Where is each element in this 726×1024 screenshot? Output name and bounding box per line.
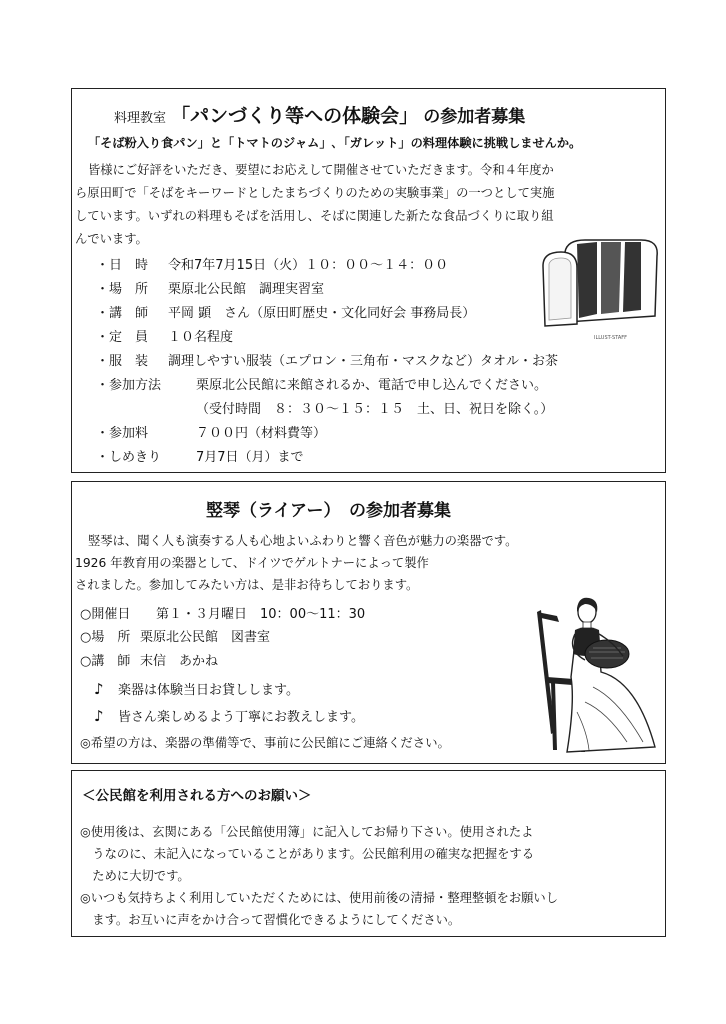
cooking-intro-line: 皆様にご好評をいただき、要望にお応えして開催させていただきます。令和４年度か: [88, 163, 554, 177]
cooking-subtitle: 「そば粉入り食パン」と「トマトのジャム」､「ガレット」の料理体験に挑戦しませんか。: [88, 136, 582, 150]
lyre-note: ♪ 楽器は体験当日お貸しします。: [94, 680, 299, 698]
detail-row-reception-hours: （受付時間 ８：３０～１５：１５ 土、日、祝日を除く。）: [196, 402, 554, 417]
cooking-title-suffix: の参加者募集: [423, 107, 526, 127]
lyre-detail-date: ○開催日 第１・３月曜日 10：00～11：30: [80, 607, 366, 622]
detail-row-attire: ・服 装 調理しやすい服装（エプロン・三角布・マスクなど）タオル・お茶: [96, 354, 559, 369]
notice-title: ＜公民館を利用される方へのお願い＞: [82, 788, 312, 804]
music-note-icon: ♪: [94, 707, 104, 725]
cooking-title-prefix: 料理教室: [114, 111, 167, 126]
notice-item-line: うなのに、未記入になっていることがあります。公民館利用の確実な把握をする: [80, 847, 535, 861]
detail-row-place: ・場 所 栗原北公民館 調理実習室: [96, 282, 325, 297]
cooking-title: [114, 101, 525, 128]
lyre-intro-line: されました。参加してみたい方は、是非お待ちしております。: [75, 578, 419, 592]
cooking-intro-line: ら原田町で「そばをキーワードとしたまちづくりのための実験事業」の一つとして実施: [75, 186, 555, 200]
lyre-intro-line: 竪琴は、聞く人も演奏する人も心地よいふわりと響く音色が魅力の楽器です。: [88, 534, 518, 548]
lyre-title: 竪琴（ライアー） の参加者募集: [206, 501, 451, 521]
bread-loaf-illustration: [537, 234, 662, 334]
lyre-footer-note: ◎希望の方は、楽器の準備等で、事前に公民館にご連絡ください。: [80, 735, 450, 750]
detail-row-capacity: ・定 員 １０名程度: [96, 330, 234, 345]
detail-row-deadline: ・しめきり 7月7日（月）まで: [96, 450, 304, 465]
lyre-detail-place: ○場 所 栗原北公民館 図書室: [80, 630, 271, 645]
notice-item-line: ◎いつも気持ちよく利用していただくためには、使用前後の清掃・整理整頓をお願いし: [80, 891, 559, 905]
lyre-detail-instructor: ○講 師 末信 あかね: [80, 654, 219, 669]
illustration-credit: ILLUST-STAFF: [594, 335, 628, 341]
lyre-note: ♪ 皆さん楽しめるよう丁寧にお教えします。: [94, 707, 364, 725]
cooking-intro-line: しています。いずれの料理もそばを活用し、そばに関連した新たな食品づくりに取り組: [75, 209, 554, 223]
notice-item-line: ます。お互いに声をかけ合って習慣化できるようにしてください。: [80, 913, 461, 927]
cooking-class-section: [71, 88, 666, 473]
detail-row-instructor: ・講 師 平岡 顕 さん（原田町歴史・文化同好会 事務局長）: [96, 306, 476, 321]
facility-notice-section: [71, 770, 666, 937]
lyre-section: [71, 481, 666, 764]
lyre-intro-line: 1926 年教育用の楽器として、ドイツでゲルトナーによって製作: [75, 556, 429, 570]
cooking-title-main: 「パンづくり等への体験会」: [171, 105, 419, 127]
music-note-icon: ♪: [94, 680, 104, 698]
detail-row-datetime: ・日 時 令和7年7月15日（火）１０：００～１４：００: [96, 258, 449, 273]
detail-row-how-to-apply: ・参加方法 栗原北公民館に来館されるか、電話で申し込んでください。: [96, 378, 548, 393]
notice-item-line: ◎使用後は、玄関にある「公民館使用簿」に記入してお帰り下さい。使用されたよ: [80, 825, 534, 839]
detail-row-fee: ・参加料 ７００円（材料費等）: [96, 426, 327, 441]
notice-item-line: ために大切です。: [80, 869, 190, 883]
cooking-intro-line: んでいます。: [75, 232, 148, 246]
lyre-player-illustration: [527, 582, 662, 757]
